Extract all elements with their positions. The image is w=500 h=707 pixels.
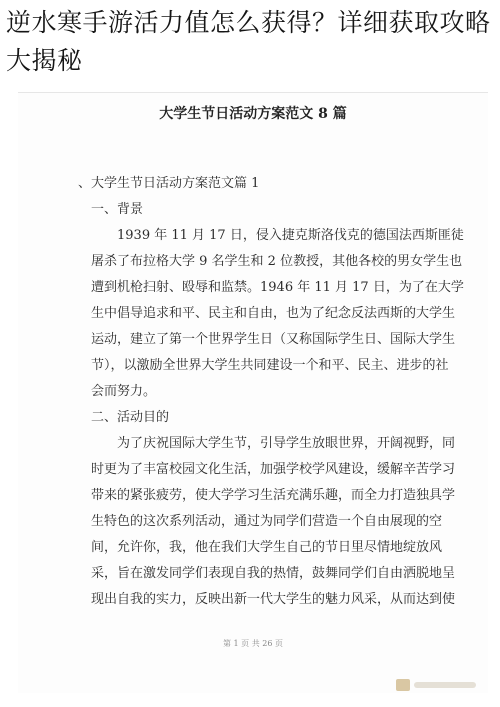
text-line: 运动，建立了第一个世界学生日（又称国际学生日、国际大学生 [91,332,456,347]
heading-background: 一、背景 [91,202,144,217]
section-heading: 、大学生节日活动方案范文篇 1 [78,176,260,191]
document-page [18,92,488,693]
watermark-logo [394,675,484,695]
purpose-paragraph [91,431,466,613]
page-footer: 第 1 页 共 26 页 [223,639,283,648]
document-title: 大学生节日活动方案范文 8 篇 [159,106,347,122]
heading-purpose: 二、活动目的 [91,410,170,425]
text-line: 带来的紧张疲劳，使大学学习生活充满乐趣，而全力打造独具学 [91,488,456,503]
text-line: 现出自我的实力，反映出新一代大学生的魅力风采，从而达到使 [91,592,456,607]
text-line: 屠杀了布拉格大学 9 名学生和 2 位教授，其他各校的男女学生也 [91,254,463,269]
text-line: 为了庆祝国际大学生节，引导学生放眼世界，开阔视野，同 [117,436,456,451]
text-line: 生特色的这次系列活动，通过为同学们营造一个自由展现的空 [91,514,443,529]
text-line: 时更为了丰富校园文化生活，加强学校学风建设，缓解辛苦学习 [91,462,456,477]
text-line: 生中倡导追求和平、民主和自由，也为了纪念反法西斯的大学生 [91,306,456,321]
text-line: 采，旨在激发同学们表现自我的热情，鼓舞同学们自由洒脱地呈 [91,566,456,581]
text-line: 间，允许你，我，他在我们大学生自己的节日里尽情地绽放风 [91,540,443,555]
background-paragraph [91,223,466,405]
text-line: 会而努力。 [91,384,157,399]
text-line: 节），以激励全世界大学生共同建设一个和平、民主、进步的社 [91,358,449,373]
text-line: 遭到机枪扫射、殴辱和监禁。1946 年 11 月 17 日，为了在大学 [91,280,464,295]
article-headline: 逆水寒手游活力值怎么获得？详细获取攻略大揭秘 [6,8,491,75]
text-line: 1939 年 11 月 17 日，侵入捷克斯洛伐克的德国法西斯匪徒 [117,228,464,243]
